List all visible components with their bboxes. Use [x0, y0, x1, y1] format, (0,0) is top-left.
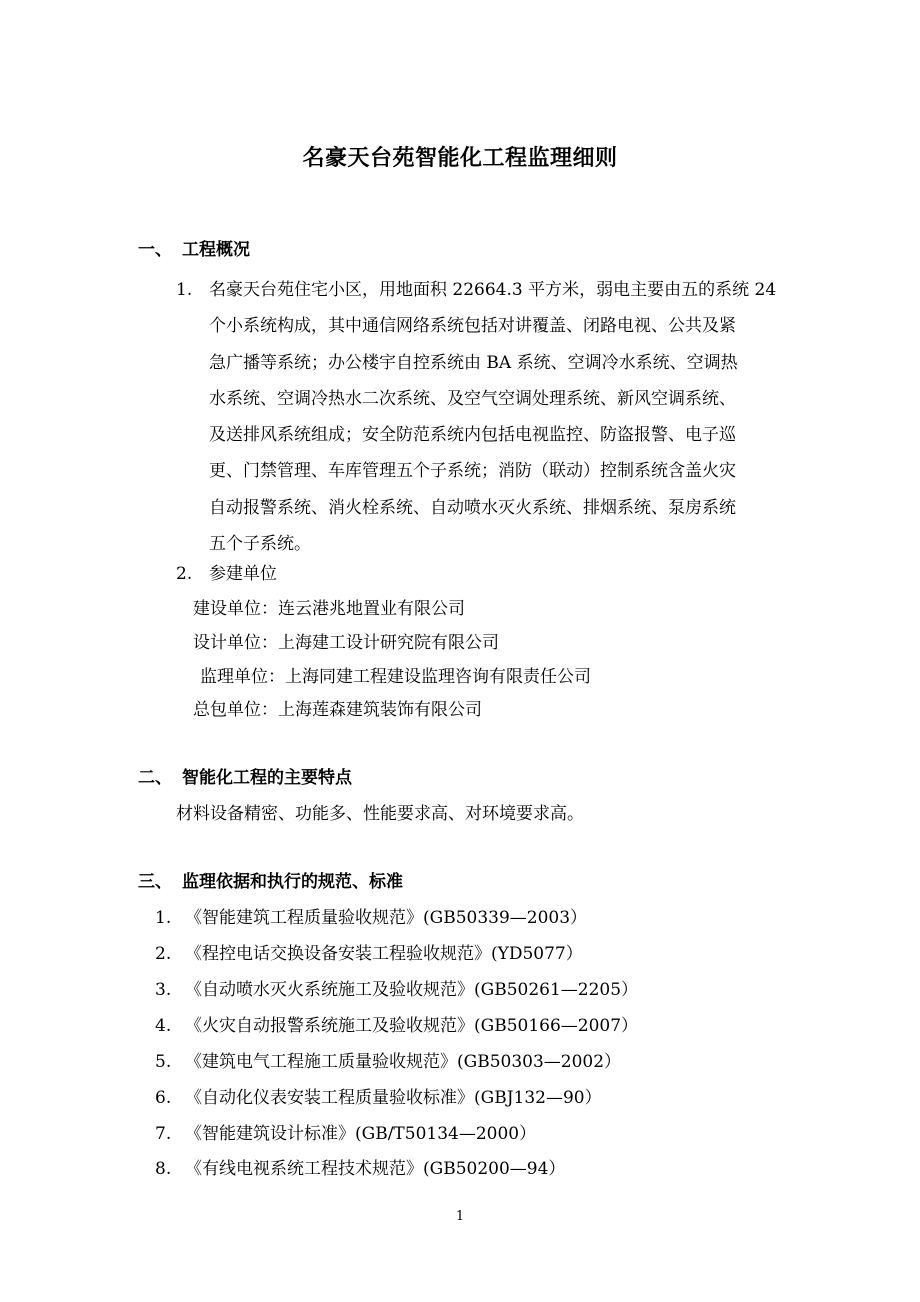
text-line: 水系统、空调冷热水二次系统、及空气空调处理系统、新风空调系统、 — [209, 388, 736, 409]
list-number: 1. — [155, 908, 172, 928]
standard-item — [155, 1086, 602, 1110]
standard-item — [155, 1157, 565, 1181]
features-text: 材料设备精密、功能多、性能要求高、对环境要求高。 — [176, 804, 584, 824]
page-number: 1 — [455, 1209, 465, 1224]
section-number: 三、 — [138, 872, 172, 892]
standard-text: 《程控电话交换设备安装工程验收规范》(YD5077） — [185, 944, 583, 964]
list-text: 参建单位 — [209, 564, 277, 584]
text-line: 急广播等系统；办公楼宇自控系统由 BA 系统、空调冷水系统、空调热 — [209, 352, 738, 373]
text-line: 更、门禁管理、车库管理五个子系统；消防（联动）控制系统含盖火灾 — [209, 461, 736, 482]
standard-text: 《智能建筑设计标准》(GB/T50134—2000） — [185, 1124, 537, 1144]
section-heading-1 — [138, 238, 250, 262]
list-number: 5. — [155, 1052, 172, 1072]
section-number: 一、 — [138, 240, 172, 260]
list-number: 7. — [155, 1124, 172, 1144]
standard-item — [155, 1122, 536, 1146]
text-line: 个小系统构成，其中通信网络系统包括对讲覆盖、闭路电视、公共及紧 — [209, 316, 736, 337]
list-item — [176, 562, 277, 586]
list-number: 2. — [176, 564, 193, 584]
unit-line: 设计单位：上海建工设计研究院有限公司 — [193, 633, 499, 653]
section-title: 工程概况 — [182, 240, 250, 260]
section-heading-3 — [138, 870, 403, 894]
standard-item — [155, 1050, 621, 1074]
text-line: 名豪天台苑住宅小区，用地面积 22664.3 平方米，弱电主要由五的系统 24 — [209, 280, 777, 300]
standard-text: 《火灾自动报警系统施工及验收规范》(GB50166—2007） — [185, 1016, 639, 1036]
standard-text: 《自动化仪表安装工程质量验收标准》(GBJ132—90） — [185, 1088, 602, 1108]
standard-item — [155, 978, 638, 1002]
unit-line: 建设单位：连云港兆地置业有限公司 — [193, 599, 465, 619]
list-number: 4. — [155, 1016, 172, 1036]
text-line: 及送排风系统组成；安全防范系统内包括电视监控、防盗报警、电子巡 — [209, 425, 736, 446]
list-number: 3. — [155, 980, 172, 1000]
document-title: 名豪天台苑智能化工程监理细则 — [302, 146, 618, 171]
overview-text — [209, 272, 799, 562]
section-title: 智能化工程的主要特点 — [182, 768, 352, 788]
list-number: 2. — [155, 944, 172, 964]
unit-line: 总包单位：上海莲森建筑装饰有限公司 — [193, 700, 482, 720]
standard-text: 《自动喷水灭火系统施工及验收规范》(GB50261—2205） — [185, 980, 639, 1000]
text-line: 五个子系统。 — [209, 534, 311, 555]
list-number: 8. — [155, 1159, 172, 1179]
unit-line: 监理单位：上海同建工程建设监理咨询有限责任公司 — [200, 667, 591, 687]
list-number: 1. — [176, 280, 193, 300]
standard-item — [155, 942, 583, 966]
standard-text: 《有线电视系统工程技术规范》(GB50200—94） — [185, 1159, 566, 1179]
standard-item — [155, 1014, 638, 1038]
list-number: 6. — [155, 1088, 172, 1108]
text-line: 自动报警系统、消火栓系统、自动喷水灭火系统、排烟系统、泵房系统 — [209, 497, 736, 518]
standard-text: 《建筑电气工程施工质量验收规范》(GB50303—2002） — [185, 1052, 622, 1072]
standard-item — [155, 906, 587, 930]
standard-text: 《智能建筑工程质量验收规范》(GB50339—2003） — [185, 908, 588, 928]
section-title: 监理依据和执行的规范、标准 — [182, 872, 403, 892]
section-heading-2 — [138, 766, 352, 790]
section-number: 二、 — [138, 768, 172, 788]
